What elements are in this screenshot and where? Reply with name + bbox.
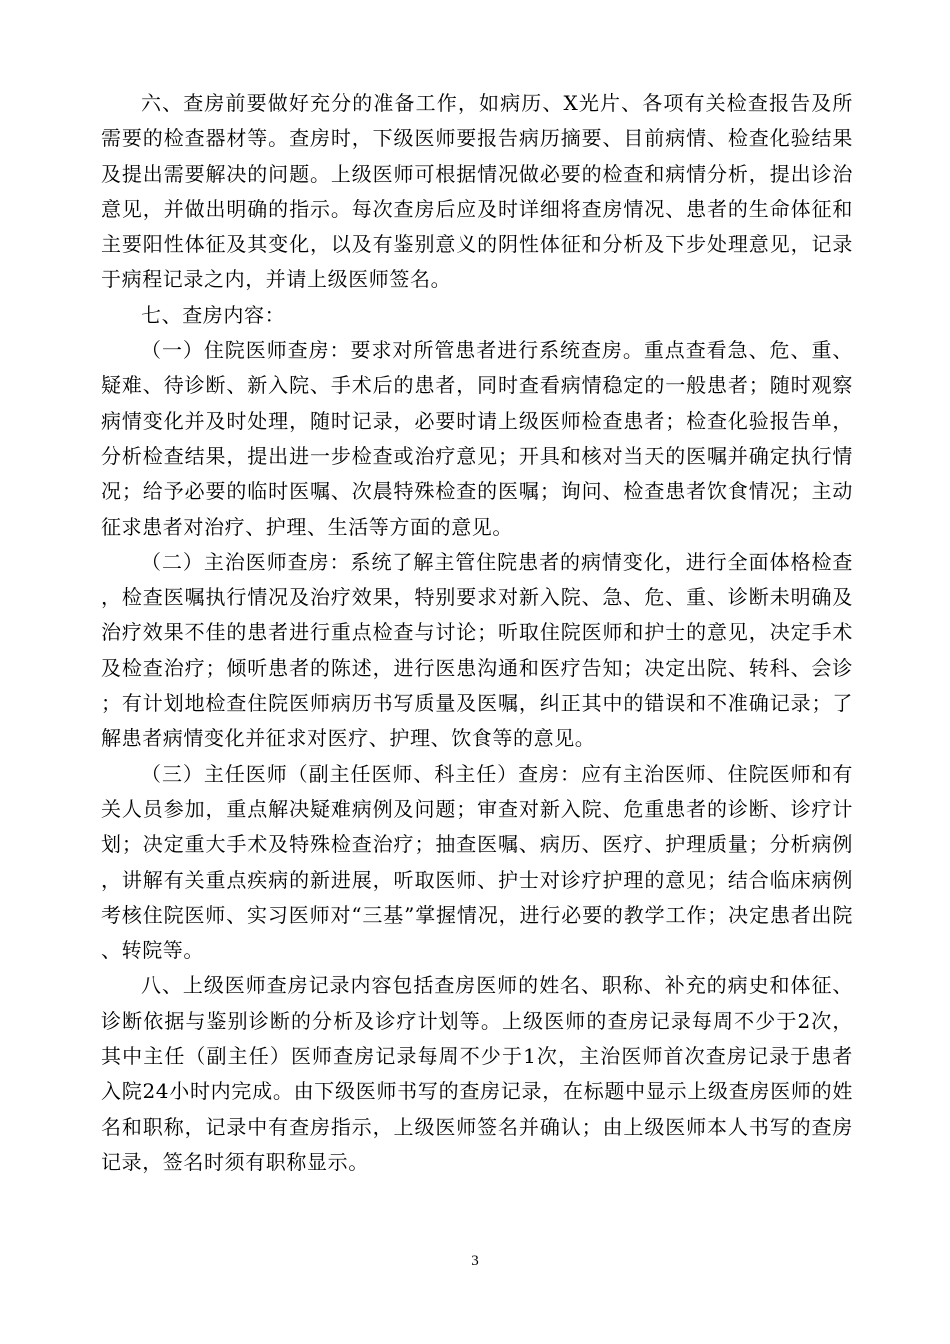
paragraph-attending-rounds: （二）主治医师查房：系统了解主管住院患者的病情变化，进行全面体格检查，检查医嘱执行情况及治疗效果，特别要求对新入院、急、危、重、诊断未明确及治疗效果不佳的患者进行重点检查与讨论；听取住院医师和护士的意见，决定手术及检查治疗；倾听患者的陈述，进行医患沟通和医疗告知；决定出院、转科、会诊；有计划地检查住院医师病历书写质量及医嘱，纠正其中的错误和不准确记录；了解患者病情变化并征求对医疗、护理、饮食等的意见。 <box>101 549 853 751</box>
paragraph-rounds-records: 八、上级医师查房记录内容包括查房医师的姓名、职称、补充的病史和体征、诊断依据与鉴别诊断的分析及诊疗计划等。上级医师的查房记录每周不少于2次，其中主任（副主任）医师查房记录每周不少于1次，主治医师首次查房记录于患者入院24小时内完成。由下级医师书写的查房记录，在标题中显示上级查房医师的姓名和职称，记录中有查房指示，上级医师签名并确认；由上级医师本人书写的查房记录，签名时须有职称显示。 <box>101 973 853 1174</box>
document-body <box>101 86 853 1180</box>
paragraph-chief-rounds: （三）主任医师（副主任医师、科主任）查房：应有主治医师、住院医师和有关人员参加，重点解决疑难病例及问题；审查对新入院、危重患者的诊断、诊疗计划；决定重大手术及特殊检查治疗；抽查医嘱、病历、医疗、护理质量；分析病例，讲解有关重点疾病的新进展，听取医师、护士对诊疗护理的意见；结合临床病例考核住院医师、实习医师对“三基”掌握情况，进行必要的教学工作；决定患者出院、转院等。 <box>101 761 853 963</box>
page-number: 3 <box>471 1253 479 1269</box>
paragraph-rounds-content-heading: 七、查房内容： <box>141 302 286 327</box>
paragraph-resident-rounds: （一）住院医师查房：要求对所管患者进行系统查房。重点查看急、危、重、疑难、待诊断、新入院、手术后的患者，同时查看病情稳定的一般患者；随时观察病情变化并及时处理，随时记录，必要时请上级医师检查患者；检查化验报告单，分析检查结果，提出进一步检查或治疗意见；开具和核对当天的医嘱并确定执行情况；给予必要的临时医嘱、次晨特殊检查的医嘱；询问、检查患者饮食情况；主动征求患者对治疗、护理、生活等方面的意见。 <box>101 338 853 539</box>
paragraph-preparation: 六、查房前要做好充分的准备工作，如病历、X光片、各项有关检查报告及所需要的检查器材等。查房时，下级医师要报告病历摘要、目前病情、检查化验结果及提出需要解决的问题。上级医师可根据情况做必要的检查和病情分析，提出诊治意见，并做出明确的指示。每次查房后应及时详细将查房情况、患者的生命体征和主要阳性体征及其变化，以及有鉴别意义的阴性体征和分析及下步处理意见，记录于病程记录之内，并请上级医师签名。 <box>101 91 853 292</box>
